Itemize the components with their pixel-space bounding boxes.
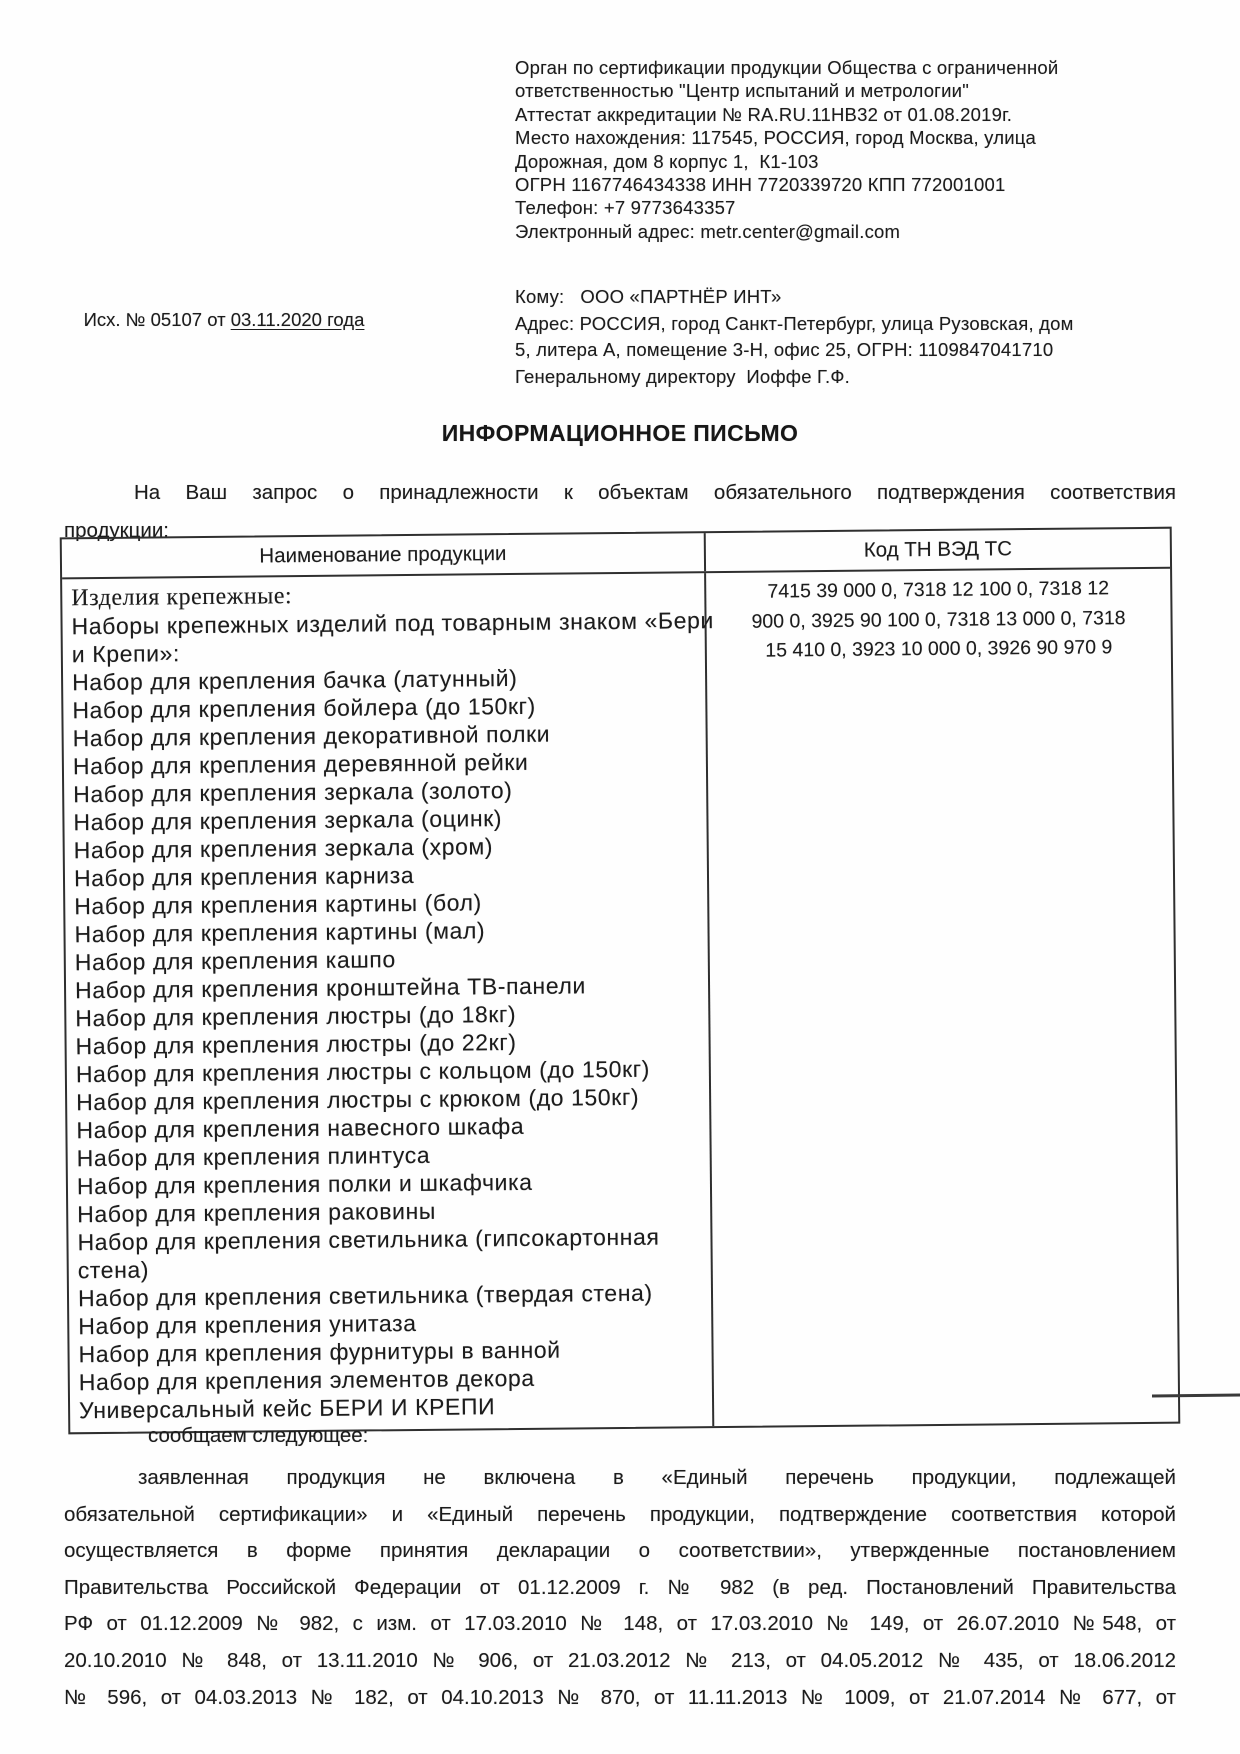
tnved-code-line: 7415 39 000 0, 7318 12 100 0, 7318 12 bbox=[767, 577, 1110, 603]
sender-letterhead-line: ответственностью "Центр испытаний и метрологии" bbox=[515, 80, 969, 102]
tnved-codes-cell bbox=[706, 569, 1178, 1426]
product-line: Наборы крепежных изделий под товарным знаком «Бери bbox=[71, 607, 715, 640]
outgoing-ref-line bbox=[63, 287, 364, 353]
col-header-tnved-code: Код ТН ВЭД ТС bbox=[863, 537, 1013, 562]
product-line: Набор для крепления картины (мал) bbox=[74, 917, 486, 948]
recipient-line: Кому: ООО «ПАРТНЁР ИНТ» bbox=[515, 286, 782, 307]
product-line: Набор для крепления люстры (до 22кг) bbox=[75, 1028, 517, 1060]
product-line: Набор для крепления зеркала (золото) bbox=[73, 777, 513, 808]
sender-letterhead-line: Место нахождения: 117545, РОССИЯ, город Москва, улица bbox=[515, 127, 1037, 149]
product-line: Универсальный кейс БЕРИ И КРЕПИ bbox=[78, 1393, 496, 1424]
product-line: Набор для крепления карниза bbox=[73, 861, 415, 892]
product-line: Набор для крепления декоративной полки bbox=[72, 720, 551, 752]
tnved-codes-list bbox=[706, 574, 1171, 667]
intro-line-1: На Ваш запрос о принадлежности к объектам обязательного подтверждения соответствия bbox=[134, 481, 1176, 504]
sender-letterhead-block bbox=[515, 56, 1130, 243]
body-paragraph bbox=[64, 1460, 1176, 1716]
product-line: Набор для крепления элементов декора bbox=[78, 1364, 535, 1396]
products-table bbox=[60, 527, 1181, 1435]
tnved-code-line: 900 0, 3925 90 100 0, 7318 13 000 0, 7318 bbox=[751, 606, 1126, 633]
outgoing-ref-prefix: Исх. № 05107 от bbox=[83, 309, 231, 330]
sender-letterhead-line: Телефон: +7 9773643357 bbox=[515, 197, 736, 219]
outgoing-ref-date: 03.11.2020 года bbox=[230, 309, 365, 330]
recipient-block bbox=[515, 284, 1145, 390]
product-line: Набор для крепления картины (бол) bbox=[74, 889, 482, 920]
sender-letterhead-line: Орган по сертификации продукции Общества с ограниченной bbox=[515, 57, 1059, 78]
product-line: Набор для крепления светильника (гипсокартонная bbox=[77, 1223, 660, 1256]
product-line: Набор для крепления люстры с кольцом (до 150кг) bbox=[75, 1055, 651, 1088]
letter-title: ИНФОРМАЦИОННОЕ ПИСЬМО bbox=[441, 420, 799, 446]
product-line: Набор для крепления люстры (до 18кг) bbox=[75, 1000, 517, 1032]
product-line: стена) bbox=[77, 1256, 150, 1284]
product-line: Набор для крепления кашпо bbox=[74, 946, 396, 976]
product-name-cell bbox=[62, 573, 714, 1432]
product-line: Набор для крепления унитаза bbox=[78, 1309, 417, 1340]
recipient-line: 5, литера А, помещение 3-Н, офис 25, ОГРН: 1109847041710 bbox=[515, 339, 1054, 360]
product-list bbox=[71, 606, 715, 1424]
product-line: Набор для крепления раковины bbox=[77, 1197, 437, 1228]
product-line: Набор для крепления люстры с крюком (до 150кг) bbox=[76, 1083, 640, 1116]
product-line: Набор для крепления деревянной рейки bbox=[72, 748, 529, 780]
col-header-product-name: Наименование продукции bbox=[62, 533, 706, 577]
product-group-title: Изделия крепежные: bbox=[71, 583, 293, 612]
product-line: Набор для крепления полки и шкафчика bbox=[76, 1168, 533, 1200]
sender-letterhead-line: Электронный адрес: metr.center@gmail.com bbox=[515, 220, 901, 242]
body-paragraph-line: заявленная продукция не включена в «Единый перечень продукции, подлежащей bbox=[138, 1466, 1176, 1489]
product-line: и Крепи»: bbox=[71, 640, 181, 668]
table-body-row bbox=[62, 569, 1178, 1433]
product-line: Набор для крепления бойлера (до 150кг) bbox=[72, 692, 536, 724]
scan-artifact-line bbox=[1152, 1394, 1240, 1397]
body-paragraph-line: обязательной сертификации» и «Единый перечень продукции, подтверждение соответствия которой bbox=[64, 1502, 1176, 1526]
intro-line-2: продукции: bbox=[64, 519, 169, 542]
body-paragraph-line: 20.10.2010 № 848, от 13.11.2010 № 906, от 21.03.2012 № 213, от 04.05.2012 № 435, от 18.06.2012 bbox=[64, 1648, 1176, 1672]
closing-lead-line: сообщаем следующее: bbox=[148, 1424, 369, 1447]
product-line: Набор для крепления зеркала (оцинк) bbox=[73, 805, 503, 836]
sender-letterhead-line: Аттестат аккредитации № RA.RU.11НВ32 от 01.08.2019г. bbox=[515, 103, 1013, 125]
recipient-line: Адрес: РОССИЯ, город Санкт-Петербург, улица Рузовская, дом bbox=[515, 312, 1074, 334]
recipient-line: Генеральному директору Иоффе Г.Ф. bbox=[515, 365, 850, 387]
product-line: Набор для крепления навесного шкафа bbox=[76, 1112, 525, 1144]
body-paragraph-line: № 596, от 04.03.2013 № 182, от 04.10.2013 № 870, от 11.11.2013 № 1009, от 21.07.2014 № 677, от bbox=[64, 1685, 1176, 1709]
product-line: Набор для крепления кронштейна ТВ-панели bbox=[74, 972, 587, 1004]
tnved-code-line: 15 410 0, 3923 10 000 0, 3926 90 970 9 bbox=[765, 636, 1113, 662]
sender-letterhead-line: Дорожная, дом 8 корпус 1, К1-103 bbox=[515, 150, 819, 172]
body-paragraph-line: Правительства Российской Федерации от 01.12.2009 г. № 982 (в ред. Постановлений Правительства bbox=[64, 1575, 1176, 1599]
product-line: Набор для крепления зеркала (хром) bbox=[73, 833, 494, 864]
body-paragraph-line: осуществляется в форме принятия декларации о соответствии», утвержденные постановлением bbox=[64, 1539, 1176, 1563]
product-line: Набор для крепления светильника (твердая стена) bbox=[77, 1279, 653, 1312]
body-paragraph-line: РФ от 01.12.2009 № 982, с изм. от 17.03.2010 № 148, от 17.03.2010 № 149, от 26.07.2010 №548, от bbox=[64, 1612, 1176, 1636]
product-line: Набор для крепления бачка (латунный) bbox=[71, 664, 518, 696]
sender-letterhead-line: ОГРН 1167746434338 ИНН 7720339720 КПП 772001001 bbox=[515, 174, 1006, 196]
product-line: Набор для крепления фурнитуры в ванной bbox=[78, 1336, 561, 1368]
product-line: Набор для крепления плинтуса bbox=[76, 1141, 431, 1172]
